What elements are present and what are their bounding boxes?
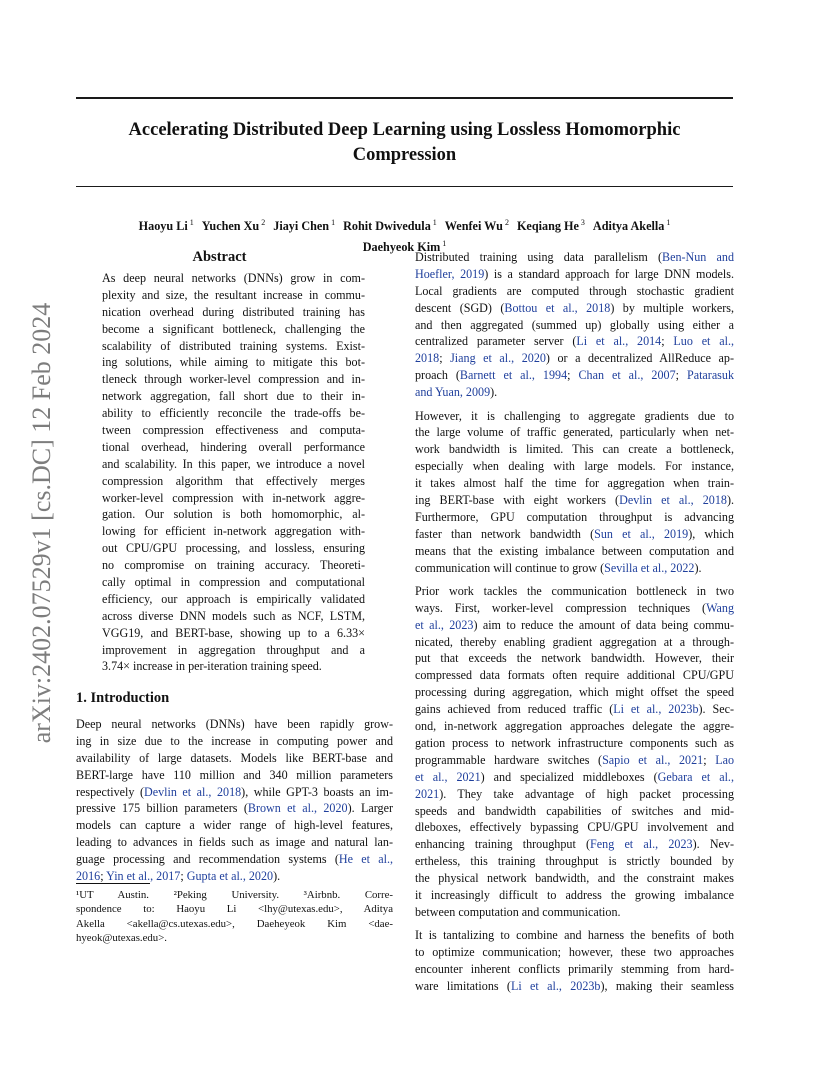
text-run: ing in size due to the increase in computing power and (76, 733, 393, 748)
citation-link[interactable]: Devlin et al., 2018 (619, 492, 727, 507)
text-line (415, 526, 734, 543)
text-run: ing BERT-base with eight workers ( (415, 492, 620, 507)
text-line (76, 817, 393, 834)
text-line (415, 735, 734, 752)
citation-link[interactable]: Lao (715, 752, 734, 767)
text-line (415, 367, 734, 384)
abstract-line: ability to efficiently reconcile the trade-offs be- (102, 406, 365, 421)
text-line (415, 249, 734, 266)
author (202, 219, 265, 233)
text-run: availability of large datasets. Models like BERT-base and (76, 750, 393, 765)
citation-link[interactable]: and Yuan, 2009 (415, 385, 491, 400)
text-run: ). (726, 492, 734, 507)
abstract-line: VGG19, and BERT-base, showing up to a 6.33× (102, 625, 365, 640)
paragraph (415, 408, 734, 577)
abstract-line: no compromise on training accuracy. Theoreti- (102, 558, 365, 573)
citation-link[interactable]: Li et al., 2014 (576, 334, 662, 349)
text-line (415, 927, 734, 944)
text-run: ). Larger (347, 801, 393, 816)
paper-title (76, 118, 733, 168)
text-run: Distributed training using data parallelism ( (415, 250, 663, 264)
text-run: ; (567, 368, 579, 383)
text-line (415, 650, 734, 667)
text-line (76, 733, 393, 750)
text-line (76, 784, 393, 801)
text-line (415, 701, 734, 718)
text-line (415, 803, 734, 820)
citation-link[interactable]: Sapio et al., 2021 (602, 752, 704, 767)
abstract-line: worker-level compression with in-network aggre- (102, 490, 365, 505)
citation-link[interactable]: Wang (706, 600, 734, 615)
author (343, 219, 437, 233)
text-run: ) aim to reduce the amount of data being commu- (473, 617, 734, 632)
citation-link[interactable]: Ben-Nun and (662, 250, 734, 264)
text-run: centralized parameter server ( (415, 334, 577, 349)
text-line (415, 836, 734, 853)
abstract-line: tween compression effectiveness and computa- (102, 423, 365, 438)
abstract-line: compression algorithm that effectively merges (102, 473, 365, 488)
text-line (415, 769, 734, 786)
abstract-body (102, 270, 365, 675)
abstract-line: nication overhead during distributed training has (102, 304, 365, 319)
citation-link[interactable]: Brown et al., 2020 (247, 801, 348, 816)
text-run: the large volume of traffic generated, particularly when net- (415, 425, 734, 440)
citation-link[interactable]: 2021 (415, 786, 440, 801)
abstract-line: ing solutions, while aiming to mitigate this bot- (102, 355, 365, 370)
citation-link[interactable]: 2016 (76, 869, 101, 884)
citation-link[interactable]: Feng et al., 2023 (590, 837, 693, 852)
footnote-line: spondence to: Haoyu Li <lhy@utexas.edu>, Aditya (76, 903, 393, 916)
abstract-line: efficiency, our approach is empirically validated (102, 591, 365, 606)
citation-link[interactable]: Barnett et al., 1994 (459, 368, 568, 383)
citation-link[interactable]: et al., 2023 (415, 617, 474, 632)
text-line (415, 667, 734, 684)
paragraph (415, 249, 734, 401)
text-run: faster than network bandwidth ( (415, 526, 595, 541)
citation-link[interactable]: Jiang et al., 2020 (450, 351, 546, 366)
text-run: ) or a decentralized AllReduce ap- (545, 351, 734, 366)
arxiv-identifier: arXiv:2402.07529v1 [cs.DC] 12 Feb 2024 (27, 302, 56, 744)
text-line (415, 752, 734, 769)
text-line (415, 543, 734, 560)
text-run: ). (490, 385, 498, 400)
author-name: Haoyu Li (138, 219, 188, 234)
footnote-line: Akella <akella@cs.utexas.edu>, Daeheyeok Kim <dae- (76, 917, 393, 930)
text-run: enhancing training throughput ( (415, 837, 591, 852)
text-line (415, 317, 734, 334)
abstract-line: As deep neural networks (DNNs) grow in com- (102, 271, 365, 285)
text-run: gation process to network infrastructure components such as (415, 735, 734, 750)
text-run: speeds and bandwidth capabilities of switches and mid- (415, 803, 734, 818)
abstract-line: across diverse DNN models such as NCF, LSTM, (102, 608, 365, 623)
text-line (415, 870, 734, 887)
text-run: ware limitations ( (415, 978, 511, 993)
title-top-rule (76, 97, 733, 99)
author-name: Yuchen Xu (201, 219, 260, 234)
text-line (415, 887, 734, 904)
text-run: compressed data formats often require additional CPU/GPU (415, 668, 734, 683)
text-line (415, 458, 734, 475)
text-line (415, 634, 734, 651)
text-run: guage processing and recommendation systems ( (76, 852, 339, 867)
text-run: respectively ( (76, 784, 144, 799)
text-line (415, 424, 734, 441)
text-line (415, 475, 734, 492)
text-line (415, 718, 734, 735)
text-line (415, 961, 734, 978)
citation-link[interactable]: 2018 (415, 351, 440, 366)
text-run: dleboxes, effectively bypassing CPU/GPU involvement and (415, 820, 734, 835)
author (139, 219, 194, 233)
author-affiliation-mark: 1 (430, 218, 437, 227)
text-run: ). (694, 560, 702, 575)
text-line (415, 684, 734, 701)
text-line (415, 350, 734, 367)
text-run: and then aggregated (summed up) globally using either a (415, 317, 734, 332)
text-line (76, 800, 393, 817)
author-name: Keqiang He (516, 219, 579, 234)
text-line (415, 944, 734, 961)
text-line (76, 834, 393, 851)
text-run: ond, in-network aggregation approaches delegate the aggre- (415, 719, 734, 734)
citation-link[interactable]: Li et al., 2023b (613, 702, 699, 717)
text-run: pressive 175 billion parameters ( (76, 801, 248, 816)
author (445, 219, 509, 233)
text-run: between computation and communication. (415, 904, 621, 919)
author-affiliation-mark: 1 (329, 218, 336, 227)
footnote-line: hyeok@utexas.edu>. (76, 932, 167, 945)
text-line (415, 786, 734, 803)
text-run: ), making their seamless (600, 978, 734, 993)
abstract-line: tleneck through worker-level compression and in- (102, 372, 365, 387)
title-line: Accelerating Distributed Deep Learning using Lossless Homomorphic (128, 120, 681, 140)
abstract-heading: Abstract (192, 249, 247, 265)
author (273, 219, 335, 233)
text-run: ). Nev- (692, 837, 734, 852)
author-affiliation-mark: 3 (578, 218, 585, 227)
abstract-line: network aggregation, fall short due to their in- (102, 389, 365, 404)
introduction-heading: 1. Introduction (76, 690, 170, 706)
text-run: BERT-large have 110 million and 340 million parameters (76, 767, 393, 782)
footnote (76, 888, 393, 946)
author-affiliation-mark: 2 (259, 218, 266, 227)
text-run: ; (180, 869, 187, 884)
text-run: It is tantalizing to combine and harness the benefits of both (415, 928, 734, 943)
text-line (415, 300, 734, 317)
author (593, 219, 670, 233)
author (517, 219, 585, 233)
text-run: ). (273, 869, 281, 884)
text-line (415, 617, 734, 634)
author-affiliation-mark: 1 (440, 239, 447, 249)
text-run: especially when dealing with large models. For instance, (415, 459, 734, 474)
author-name: Rohit Dwivedula (343, 219, 431, 234)
title-bottom-rule (76, 186, 733, 187)
author-affiliation-mark: 1 (664, 218, 671, 227)
abstract-line: out CPU/GPU processing, and lossless, ensuring (102, 541, 365, 556)
text-run: the physical network bandwidth, and the constraint makes (415, 871, 734, 886)
citation-link[interactable]: Chan et al., 2007 (578, 368, 676, 383)
text-run: models can capture a wider range of high-level features, (76, 818, 393, 833)
citation-link[interactable]: Li et al., 2023b (510, 978, 601, 993)
author-row (76, 214, 733, 235)
text-run: to optimize communication; however, these two approaches (415, 945, 734, 960)
text-line (415, 819, 734, 836)
text-run: communication will continue to grow ( (415, 560, 605, 575)
text-run: Furthermore, GPU computation throughput is advancing (415, 509, 734, 524)
text-run: ) and specialized middleboxes ( (480, 769, 658, 784)
paragraph (415, 583, 734, 921)
text-run: ), which (688, 526, 734, 541)
citation-link[interactable]: Patarasuk (686, 368, 734, 383)
text-run: it increasingly difficult to address the growing imbalance (415, 887, 734, 902)
title-line: Compression (352, 145, 457, 165)
paragraph (415, 927, 734, 995)
footnote-rule (76, 883, 150, 884)
text-run: ; (439, 351, 451, 366)
text-line (76, 767, 393, 784)
text-run: ; (675, 368, 687, 383)
citation-link[interactable]: Sevilla et al., 2022 (604, 560, 695, 575)
text-line (76, 716, 393, 733)
author-name: Aditya Akella (592, 219, 665, 234)
right-column-body (415, 249, 734, 995)
author-name: Wenfei Wu (444, 219, 503, 234)
text-run: proach ( (415, 368, 460, 383)
text-run: gains achieved from reduced traffic ( (415, 702, 614, 717)
text-line (415, 333, 734, 350)
text-run: However, it is challenging to aggregate gradients due to (415, 408, 734, 423)
text-run: work bandwidth is limited. This can create a bottleneck, (415, 442, 734, 457)
text-run: ; (100, 869, 107, 884)
text-line (415, 492, 734, 509)
citation-link[interactable]: Bottou et al., 2018 (504, 300, 611, 315)
text-run: ertheless, this training throughput is strictly bounded by (415, 854, 734, 869)
text-line (76, 750, 393, 767)
abstract-line: gation. Our solution is both homomorphic, al- (102, 507, 365, 522)
text-run: ) by multiple workers, (610, 300, 734, 315)
text-line (415, 560, 734, 577)
text-run: nicated, thereby enabling gradient aggregation at a through- (415, 634, 734, 649)
text-run: leading to advances in fields such as image and natural lan- (76, 835, 393, 850)
text-run: encounter inherent conflicts primarily stemming from hard- (415, 962, 734, 977)
text-run: ), while GPT-3 boasts an im- (241, 784, 393, 799)
text-line (415, 384, 734, 401)
text-line (415, 266, 734, 283)
text-run: put that exceeds the network bandwidth. However, their (415, 651, 734, 666)
abstract-line: lowing for efficient in-network aggregation with- (102, 524, 365, 539)
footnote-line: ¹UT Austin. ²Peking University. ³Airbnb. Corre- (76, 889, 393, 901)
text-run: means that the existing imbalance between computation and (415, 543, 734, 558)
text-line (415, 600, 734, 617)
citation-link[interactable]: Yin et al., 2017 (106, 869, 181, 884)
text-run: ) is a standard approach for large DNN models. (484, 266, 734, 281)
introduction-body (76, 716, 393, 885)
citation-link[interactable]: He et al., (338, 852, 393, 867)
text-line (76, 851, 393, 868)
text-run: Deep neural networks (DNNs) have been rapidly grow- (76, 717, 393, 731)
text-run: ; (703, 752, 716, 767)
text-line (415, 441, 734, 458)
abstract-line: 3.74× increase in per-iteration training speed. (102, 659, 322, 674)
citation-link[interactable]: Luo et al., (673, 334, 734, 349)
author-affiliation-mark: 2 (502, 218, 509, 227)
text-line (415, 283, 734, 300)
citation-link[interactable]: Devlin et al., 2018 (143, 784, 242, 799)
text-line (415, 509, 734, 526)
text-run: it takes almost half the time for aggregation when train- (415, 476, 734, 491)
text-run: processing during aggregation, which might offset the speed (415, 685, 734, 700)
abstract-line: improvement in aggregation throughput and a (102, 642, 365, 657)
citation-link[interactable]: et al., 2021 (415, 769, 481, 784)
citation-link[interactable]: Gupta et al., 2020 (186, 869, 274, 884)
text-line (415, 583, 734, 600)
text-run: ; (661, 334, 674, 349)
text-line (415, 978, 734, 995)
abstract-line: tional overhead, hindering overall performance (102, 439, 365, 454)
citation-link[interactable]: Hoefler, 2019 (415, 266, 485, 281)
text-run: ). They take advantage of high packet processing (439, 786, 734, 801)
text-run: Prior work tackles the communication bottleneck in two (415, 583, 734, 598)
citation-link[interactable]: Gebara et al., (657, 769, 734, 784)
author-name: Jiayi Chen (273, 219, 330, 234)
text-run: Local gradients are computed through stochastic gradient (415, 283, 734, 298)
abstract-line: cally optimal in compression and computational (102, 575, 365, 590)
abstract-line: scalability of distributed training systems. Exist- (102, 338, 365, 353)
author-name: Daehyeok Kim (362, 240, 441, 255)
author-affiliation-mark: 1 (187, 218, 194, 227)
abstract-line: and scalability. In this paper, we introduce a novel (102, 456, 365, 471)
text-line (415, 408, 734, 425)
text-line (415, 904, 734, 921)
abstract-line: become a significant bottleneck, challenging the (102, 321, 365, 336)
abstract-line: plexity and size, the resultant increase in commu- (102, 287, 365, 302)
text-run: ). Sec- (698, 702, 734, 717)
citation-link[interactable]: Sun et al., 2019 (594, 526, 689, 541)
text-run: descent (SGD) ( (415, 300, 505, 315)
text-run: programmable hardware switches ( (415, 752, 603, 767)
text-line (415, 853, 734, 870)
text-run: ways. First, worker-level compression techniques ( (415, 600, 707, 615)
